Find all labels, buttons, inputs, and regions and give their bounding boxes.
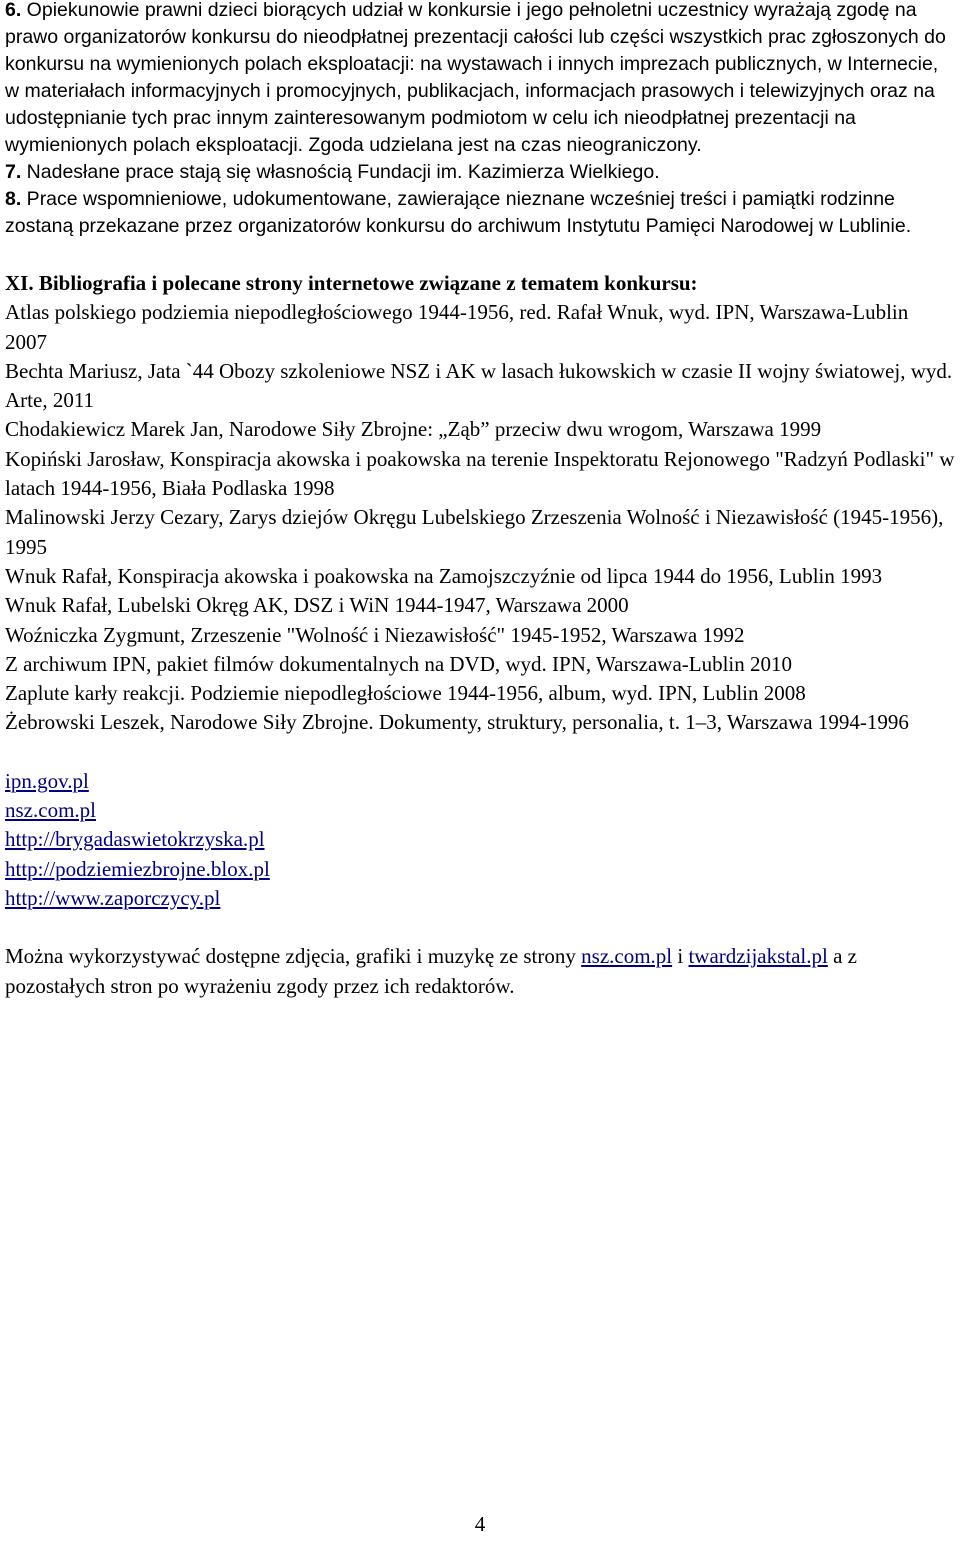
- bibliography-entry: Bechta Mariusz, Jata `44 Obozy szkoleniowe NSZ i AK w lasach łukowskich w czasie II wojny światowej, wyd. Arte, 2011: [5, 358, 953, 413]
- note-text: i: [672, 944, 689, 969]
- rule-number: 7.: [5, 161, 22, 183]
- link-nsz[interactable]: nsz.com.pl: [5, 798, 96, 823]
- contest-rules: [5, 0, 955, 240]
- link-nsz-inline[interactable]: nsz.com.pl: [581, 944, 673, 969]
- website-links: [5, 767, 955, 913]
- bibliography-entry: Atlas polskiego podziemia niepodległościowego 1944-1956, red. Rafał Wnuk, wyd. IPN, Warszawa-Lublin 2007: [5, 300, 909, 354]
- link-podziemiezbrojne[interactable]: http://podziemiezbrojne.blox.pl: [5, 856, 270, 881]
- bibliography-section: [5, 269, 955, 738]
- bibliography-entry: Wnuk Rafał, Lubelski Okręg AK, DSZ i WiN 1944-1947, Warszawa 2000: [5, 593, 629, 618]
- bibliography-entry: Żebrowski Leszek, Narodowe Siły Zbrojne. Dokumenty, struktury, personalia, t. 1–3, Warszawa 1994-1996: [5, 710, 909, 735]
- bibliography-entry: Kopiński Jarosław, Konspiracja akowska i poakowska na terenie Inspektoratu Rejonowego "Radzyń Podlaski" w latach 1944-1956, Biała Podlaska 1998: [5, 446, 955, 501]
- link-ipn[interactable]: ipn.gov.pl: [5, 768, 89, 793]
- bibliography-entry: Z archiwum IPN, pakiet filmów dokumentalnych na DVD, wyd. IPN, Warszawa-Lublin 2010: [5, 651, 793, 676]
- document-page: [5, 0, 955, 1022]
- rule-text: Nadesłane prace stają się własnością Fundacji im. Kazimierza Wielkiego.: [21, 161, 660, 183]
- note-text: a z pozostałych stron po wyrażeniu zgody przez ich redaktorów.: [5, 944, 857, 998]
- bibliography-entry: Chodakiewicz Marek Jan, Narodowe Siły Zbrojne: „Ząb” przeciw dwu wrogom, Warszawa 1999: [5, 417, 822, 442]
- note-text: Można wykorzystywać dostępne zdjęcia, grafiki i muzykę ze strony: [5, 944, 582, 969]
- page-number: 4: [474, 1512, 486, 1536]
- rule-number: 6.: [5, 0, 22, 21]
- bibliography-entry: Zaplute karły reakcji. Podziemie niepodległościowe 1944-1956, album, wyd. IPN, Lublin 2008: [5, 681, 806, 706]
- usage-note: [5, 942, 955, 1001]
- bibliography-entry: Wnuk Rafał, Konspiracja akowska i poakowska na Zamojszczyźnie od lipca 1944 do 1956, Lublin 1993: [5, 563, 883, 588]
- rule-number: 8.: [5, 188, 22, 210]
- bibliography-heading: XI. Bibliografia i polecane strony internetowe związane z tematem konkursu:: [5, 271, 698, 295]
- rule-paragraph: [5, 159, 955, 186]
- link-twardzijakstal[interactable]: twardzijakstal.pl: [688, 944, 828, 969]
- bibliography-entry: Malinowski Jerzy Cezary, Zarys dziejów Okręgu Lubelskiego Zrzeszenia Wolność i Niezawisłość (1945-1956), 1995: [5, 505, 944, 559]
- rule-text: Opiekunowie prawni dzieci biorących udział w konkursie i jego pełnoletni uczestnicy wyrażają zgodę na prawo organizatorów konkursu do nieodpłatnej prezentacji całości lub części wszystkich prac zgłoszonych do konkursu na wymienionych polach eksploatacji: na wystawach i innych imprezach publicznych, w Internecie, w materiałach informacyjnych i promocyjnych, publikacjach, informacjach prasowych i telewizyjnych oraz na udostępnianie tych prac innym zainteresowanym podmiotom w celu ich nieodpłatnej prezentacji na wymienionych polach eksploatacji. Zgoda udzielana jest na czas nieograniczony.: [5, 0, 946, 156]
- link-zaporczycy[interactable]: http://www.zaporczycy.pl: [5, 885, 221, 910]
- bibliography-entry: Woźniczka Zygmunt, Zrzeszenie "Wolność i Niezawisłość" 1945-1952, Warszawa 1992: [5, 622, 745, 647]
- rule-paragraph: [5, 186, 955, 240]
- rule-text: Prace wspomnieniowe, udokumentowane, zawierające nieznane wcześniej treści i pamiątki rodzinne zostaną przekazane przez organizatorów konkursu do archiwum Instytutu Pamięci Narodowej w Lublinie.: [5, 188, 912, 237]
- link-brygadaswietokrzyska[interactable]: http://brygadaswietokrzyska.pl: [5, 827, 265, 852]
- rule-paragraph: [5, 0, 955, 159]
